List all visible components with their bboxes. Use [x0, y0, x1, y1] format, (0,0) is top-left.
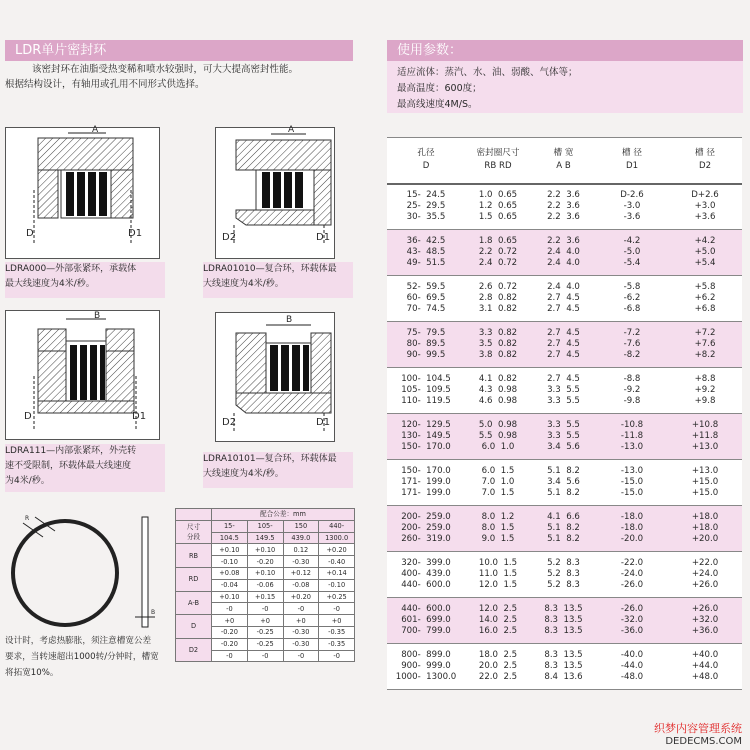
table-cell-d2: +13.0 +15.0 +15.0	[668, 460, 742, 506]
groove-size-table	[387, 137, 742, 690]
table-cell-d: 200- 259.0 200- 259.0 260- 319.0	[387, 506, 465, 552]
dim-letter: A	[92, 125, 99, 135]
table-row	[387, 506, 742, 552]
table-cell-d1: -40.0 -44.0 -48.0	[596, 644, 668, 690]
table-cell-d1: -18.0 -18.0 -20.0	[596, 506, 668, 552]
tolerance-value: -0.20	[212, 626, 248, 638]
caption-line: 最大线速度为4米/秒。	[5, 279, 95, 289]
tolerance-value: -0.20	[247, 556, 283, 568]
table-cell-d2: +10.8 +11.8 +13.0	[668, 414, 742, 460]
param-line: 最高温度：600度；	[397, 83, 482, 94]
table-cell-d1: -10.8 -11.8 -13.0	[596, 414, 668, 460]
tolerance-value: -0	[247, 650, 283, 662]
table-cell-ab: 2.7 4.5 3.3 5.5 3.3 5.5	[531, 368, 596, 414]
table-cell-d: 150- 170.0 171- 199.0 171- 199.0	[387, 460, 465, 506]
param-line: 最高线速度4M/S。	[397, 99, 478, 110]
range-to: 439.0	[283, 532, 319, 544]
design-note-line: 要求，当转速超出1000转/分钟时，槽宽	[5, 652, 159, 662]
tolerance-value: +0	[319, 615, 355, 627]
caption-line: 大线速度为4米/秒。	[203, 279, 284, 289]
tolerance-value: -0.30	[283, 626, 319, 638]
dim-letter: D1	[316, 232, 331, 243]
diagram-ldra01010	[215, 127, 335, 259]
table-cell-rbrd: 1.0 0.65 1.2 0.65 1.5 0.65	[465, 184, 531, 230]
header-line: 孔径	[417, 148, 435, 159]
intro-line-1: 该密封环在油脂受热变稀和喷水较强时，可大大提高密封性能。	[32, 64, 299, 75]
header-line: 槽 径	[622, 148, 642, 159]
tolerance-value: -0	[212, 650, 248, 662]
table-cell-d1: D-2.6 -3.0 -3.6	[596, 184, 668, 230]
size-label-line: 尺寸	[186, 523, 201, 532]
table-row	[387, 368, 742, 414]
tolerance-value: -0.35	[319, 638, 355, 650]
tolerance-value: 0.12	[283, 544, 319, 556]
diagram-ldra10101	[215, 312, 335, 442]
caption-line: LDRA111—内部张紧环，外壳转	[5, 446, 137, 456]
dim-letter: D1	[132, 411, 147, 422]
table-row	[387, 276, 742, 322]
tolerance-value: +0	[247, 615, 283, 627]
caption-line: 速不受限制，环载体最大线速度	[5, 461, 132, 471]
range-to: 149.5	[247, 532, 283, 544]
dim-letter: D2	[222, 417, 237, 428]
table-row	[387, 644, 742, 690]
tolerance-value: +0.20	[283, 591, 319, 603]
table-cell-rbrd: 8.0 1.2 8.0 1.5 9.0 1.5	[465, 506, 531, 552]
tolerance-row	[176, 567, 355, 579]
table-cell-rbrd: 2.6 0.72 2.8 0.82 3.1 0.82	[465, 276, 531, 322]
table-cell-d: 320- 399.0 400- 439.0 440- 600.0	[387, 552, 465, 598]
table-cell-ab: 2.7 4.5 2.7 4.5 2.7 4.5	[531, 322, 596, 368]
tolerance-value: -0.25	[247, 626, 283, 638]
diagram-ldra000	[5, 127, 160, 259]
header-line: A B	[556, 161, 571, 172]
table-cell-d2: +4.2 +5.0 +5.4	[668, 230, 742, 276]
tolerance-label: A-B	[176, 591, 212, 615]
table-cell-d2: +26.0 +32.0 +36.0	[668, 598, 742, 644]
range-from: 105-	[247, 520, 283, 532]
tolerance-value: +0.10	[212, 544, 248, 556]
dim-letter: D	[24, 411, 32, 422]
right-section-title: 使用参数：	[387, 40, 743, 61]
tolerance-row	[176, 638, 355, 650]
table-row	[387, 230, 742, 276]
table-row	[387, 322, 742, 368]
tolerance-value: +0.20	[319, 544, 355, 556]
table-cell-d: 75- 79.5 80- 89.5 90- 99.5	[387, 322, 465, 368]
table-cell-rbrd: 3.3 0.82 3.5 0.82 3.8 0.82	[465, 322, 531, 368]
table-cell-rbrd: 12.0 2.5 14.0 2.5 16.0 2.5	[465, 598, 531, 644]
caption-ldra000	[5, 262, 165, 298]
param-line: 适应流体：蒸汽、水、油、弱酸、气体等；	[397, 67, 578, 78]
table-cell-d1: -13.0 -15.0 -15.0	[596, 460, 668, 506]
table-cell-ab: 5.1 8.2 3.4 5.6 5.1 8.2	[531, 460, 596, 506]
table-cell-d1: -8.8 -9.2 -9.8	[596, 368, 668, 414]
intro-line-2: 根据结构设计，有轴用或孔用不同形式供选择。	[5, 79, 205, 90]
tolerance-value: -0.08	[283, 579, 319, 591]
tolerance-value: -0.04	[212, 579, 248, 591]
table-cell-d: 15- 24.5 25- 29.5 30- 35.5	[387, 184, 465, 230]
tolerance-value: -0.06	[247, 579, 283, 591]
dim-letter: D1	[128, 228, 143, 239]
table-cell-d2: +22.0 +24.0 +26.0	[668, 552, 742, 598]
design-note-line: 设计时，考虑热膨胀，须注意槽宽公差	[5, 636, 152, 646]
tolerance-label: RD	[176, 567, 212, 591]
design-note	[5, 633, 175, 681]
table-cell-d2: D+2.6 +3.0 +3.6	[668, 184, 742, 230]
table-cell-d2: +7.2 +7.6 +8.2	[668, 322, 742, 368]
header-line: RB RD	[484, 161, 512, 172]
caption-line: 为4米/秒。	[5, 476, 50, 486]
header-line: D	[422, 161, 430, 172]
tolerance-title: 配合公差：mm	[212, 509, 355, 521]
table-row	[387, 460, 742, 506]
table-cell-d2: +18.0 +18.0 +20.0	[668, 506, 742, 552]
header-seal-size	[465, 138, 531, 184]
caption-line: LDRA000—外部张紧环，承载体	[5, 264, 137, 274]
header-line: 槽 宽	[553, 148, 574, 159]
tolerance-value: -0	[247, 603, 283, 615]
table-cell-d1: -26.0 -32.0 -36.0	[596, 598, 668, 644]
ring-diagram	[5, 505, 170, 630]
header-groove-width	[531, 138, 596, 184]
tolerance-label: RB	[176, 544, 212, 568]
tolerance-value: -0	[319, 603, 355, 615]
table-cell-d1: -22.0 -24.0 -26.0	[596, 552, 668, 598]
table-cell-d1: -5.8 -6.2 -6.8	[596, 276, 668, 322]
tolerance-row	[176, 544, 355, 556]
tolerance-value: -0	[212, 603, 248, 615]
tolerance-label: D	[176, 615, 212, 639]
tolerance-value: +0.14	[319, 567, 355, 579]
header-line: D2	[698, 161, 712, 172]
tolerance-row	[176, 615, 355, 627]
range-from: 440-	[319, 520, 355, 532]
left-section-title: LDR单片密封环	[5, 40, 353, 61]
table-cell-ab: 8.3 13.5 8.3 13.5 8.4 13.6	[531, 644, 596, 690]
table-cell-d: 120- 129.5 130- 149.5 150- 170.0	[387, 414, 465, 460]
caption-line: LDRA10101—复合环，环载体最	[203, 454, 337, 464]
table-cell-d1: -7.2 -7.6 -8.2	[596, 322, 668, 368]
table-cell-d: 52- 59.5 60- 69.5 70- 74.5	[387, 276, 465, 322]
tolerance-value: -0.40	[319, 556, 355, 568]
dim-letter: B	[286, 315, 293, 325]
ring-letter-b: B	[151, 609, 156, 616]
caption-line: 大线速度为4米/秒。	[203, 469, 284, 479]
caption-ldra01010	[203, 262, 353, 298]
range-to: 104.5	[212, 532, 248, 544]
table-cell-d: 440- 600.0 601- 699.0 700- 799.0	[387, 598, 465, 644]
table-cell-d: 100- 104.5 105- 109.5 110- 119.5	[387, 368, 465, 414]
table-row	[387, 598, 742, 644]
tolerance-value: +0.10	[247, 567, 283, 579]
header-groove-d1	[596, 138, 668, 184]
table-cell-d: 800- 899.0 900- 999.0 1000- 1300.0	[387, 644, 465, 690]
tolerance-value: +0	[283, 615, 319, 627]
table-cell-ab: 2.2 3.6 2.2 3.6 2.2 3.6	[531, 184, 596, 230]
table-cell-ab: 2.2 3.6 2.4 4.0 2.4 4.0	[531, 230, 596, 276]
table-cell-rbrd: 10.0 1.5 11.0 1.5 12.0 1.5	[465, 552, 531, 598]
header-line: D1	[625, 161, 639, 172]
size-label	[176, 520, 212, 544]
tolerance-value: -0.20	[212, 638, 248, 650]
table-cell-d2: +40.0 +44.0 +48.0	[668, 644, 742, 690]
tolerance-value: +0.08	[212, 567, 248, 579]
caption-ldra10101	[203, 452, 353, 488]
tolerance-corner	[176, 509, 212, 521]
dim-letter: D	[26, 228, 34, 239]
tolerance-value: -0.25	[247, 638, 283, 650]
tolerance-value: -0.30	[283, 556, 319, 568]
tolerance-value: -0	[283, 603, 319, 615]
diagram-ldra111	[5, 310, 160, 440]
range-from: 15-	[212, 520, 248, 532]
header-line: 密封圈尺寸	[476, 148, 520, 159]
range-from: 150	[283, 520, 319, 532]
table-cell-rbrd: 6.0 1.5 7.0 1.0 7.0 1.5	[465, 460, 531, 506]
header-line: 槽 径	[695, 148, 715, 159]
tolerance-value: -0	[283, 650, 319, 662]
table-row	[387, 184, 742, 230]
tolerance-value: -0.10	[319, 579, 355, 591]
table-cell-ab: 8.3 13.5 8.3 13.5 8.3 13.5	[531, 598, 596, 644]
dim-letter: D2	[222, 232, 237, 243]
table-row	[387, 552, 742, 598]
watermark-line: 织梦内容管理系统	[654, 722, 742, 735]
tolerance-value: -0	[319, 650, 355, 662]
watermark	[654, 722, 742, 748]
range-to: 1300.0	[319, 532, 355, 544]
tolerance-value: +0.10	[212, 591, 248, 603]
table-cell-d1: -4.2 -5.0 -5.4	[596, 230, 668, 276]
caption-line: LDRA01010—复合环，环载体最	[203, 264, 337, 274]
table-cell-rbrd: 5.0 0.98 5.5 0.98 6.0 1.0	[465, 414, 531, 460]
header-hole-d	[387, 138, 465, 184]
tolerance-row	[176, 591, 355, 603]
table-cell-rbrd: 1.8 0.65 2.2 0.72 2.4 0.72	[465, 230, 531, 276]
table-cell-d2: +5.8 +6.2 +6.8	[668, 276, 742, 322]
tolerance-value: +0.15	[247, 591, 283, 603]
design-note-line: 将拓宽10%。	[5, 668, 59, 678]
dim-letter: A	[288, 125, 295, 135]
ring-letter-r: R	[25, 515, 30, 522]
tolerance-table	[175, 508, 355, 662]
watermark-line: DEDECMS.COM	[665, 736, 742, 747]
tolerance-value: +0.25	[319, 591, 355, 603]
tolerance-value: -0.30	[283, 638, 319, 650]
dim-letter: D1	[316, 417, 331, 428]
tolerance-value: +0.10	[247, 544, 283, 556]
table-cell-ab: 3.3 5.5 3.3 5.5 3.4 5.6	[531, 414, 596, 460]
table-cell-ab: 5.2 8.3 5.2 8.3 5.2 8.3	[531, 552, 596, 598]
dim-letter: B	[94, 311, 101, 321]
header-groove-d2	[668, 138, 742, 184]
table-cell-rbrd: 4.1 0.82 4.3 0.98 4.6 0.98	[465, 368, 531, 414]
tolerance-value: +0	[212, 615, 248, 627]
tolerance-label: D2	[176, 638, 212, 662]
tolerance-value: -0.35	[319, 626, 355, 638]
tolerance-value: -0.10	[212, 556, 248, 568]
table-cell-d: 36- 42.5 43- 48.5 49- 51.5	[387, 230, 465, 276]
tolerance-value: +0.12	[283, 567, 319, 579]
size-label-line: 分段	[186, 533, 201, 542]
caption-ldra111	[5, 444, 165, 492]
table-cell-d2: +8.8 +9.2 +9.8	[668, 368, 742, 414]
table-cell-rbrd: 18.0 2.5 20.0 2.5 22.0 2.5	[465, 644, 531, 690]
table-row	[387, 414, 742, 460]
table-cell-ab: 2.4 4.0 2.7 4.5 2.7 4.5	[531, 276, 596, 322]
table-cell-ab: 4.1 6.6 5.1 8.2 5.1 8.2	[531, 506, 596, 552]
